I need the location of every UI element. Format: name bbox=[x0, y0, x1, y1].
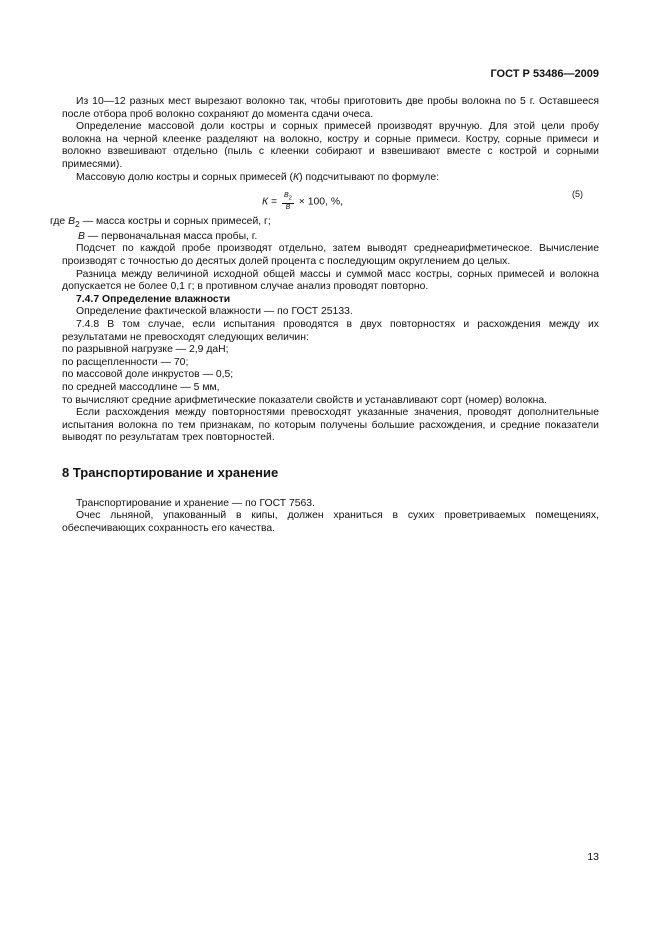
section-8-title: 8 Транспортирование и хранение bbox=[62, 464, 279, 480]
paragraph-repeat-tests: Если расхождения между повторностями превосходят указанные значения, проводят дополнительные испытания волокна по тем признакам, по которым получены большие расхождения, и средние показатели выводят по результатам трех повторностей. bbox=[62, 407, 599, 444]
formula-where-b2: где $В_2$ — масса костры и сорных примесей, г; bbox=[50, 216, 271, 230]
standard-header: ГОСТ Р 53486—2009 bbox=[490, 68, 599, 80]
list-item: по разрывной нагрузке — 2,9 даН; bbox=[62, 344, 229, 356]
formula-lhs: К bbox=[262, 196, 269, 208]
formula-number: (5) bbox=[572, 189, 583, 200]
page-number: 13 bbox=[587, 851, 599, 863]
formula-fraction: $\frac{В_2}{В}$ bbox=[283, 192, 292, 211]
list-item: по массовой доле инкрустов — 0,5; bbox=[62, 369, 234, 381]
formula-5: К = $\frac{В_2}{В}$ × 100, %, (5) bbox=[262, 189, 583, 211]
page-content bbox=[50, 96, 599, 535]
paragraph-storage: Очес льняной, упакованный в кипы, должен храниться в сухих проветриваемых помещениях, обеспечивающих сохранность его качества. bbox=[62, 510, 599, 534]
paragraph-calculation: Подсчет по каждой пробе производят отдельно, затем выводят среднеарифметическое. Вычисление производят с точностью до десятых долей процента с последующим округлением до целых. bbox=[62, 243, 599, 268]
paragraph-formula-intro: Массовую долю костры и сорных примесей (К) подсчитывают по формуле: bbox=[76, 171, 439, 183]
paragraph-averages: то вычисляют средние арифметические показатели свойств и устанавливают сорт (номер) волокна. bbox=[62, 394, 548, 406]
list-item: по расщепленности — 70; bbox=[62, 356, 189, 368]
paragraph-method: Определение массовой доли костры и сорных примесей производят вручную. Для этой цели пробу волокна на черной клеенке разделяют на волокно, костру и сорные примеси. Костру, сорные примеси и волокно взвешивают отдельно (пыль с клеенки собирают и взвешивают вместе с кострой и сорными примесями). bbox=[62, 121, 599, 170]
paragraph-transport: Транспортирование и хранение — по ГОСТ 7563. bbox=[76, 497, 315, 509]
paragraph-7-4-8: 7.4.8 В том случае, если испытания проводятся в двух повторностях и расхождения между их результатами не превосходят следующих величин: bbox=[62, 318, 599, 343]
subsection-7-4-7-title: 7.4.7 Определение влажности bbox=[76, 293, 231, 305]
list-item: по средней массодлине — 5 мм, bbox=[62, 381, 220, 393]
paragraph-humidity: Определение фактической влажности — по ГОСТ 25133. bbox=[76, 306, 353, 318]
paragraph-sampling: Из 10—12 разных мест вырезают волокно так, чтобы приготовить две пробы волокна по 5 г. Оставшееся после отбора проб волокно сохраняют до момента сдачи очеса. bbox=[62, 96, 599, 120]
paragraph-difference: Разница между величиной исходной общей массы и суммой масс костры, сорных примесей и волокна допускается не более 0,1 г; в противном случае анализ проводят повторно. bbox=[62, 268, 599, 293]
formula-where-b: В — первоначальная масса пробы, г. bbox=[78, 230, 258, 242]
